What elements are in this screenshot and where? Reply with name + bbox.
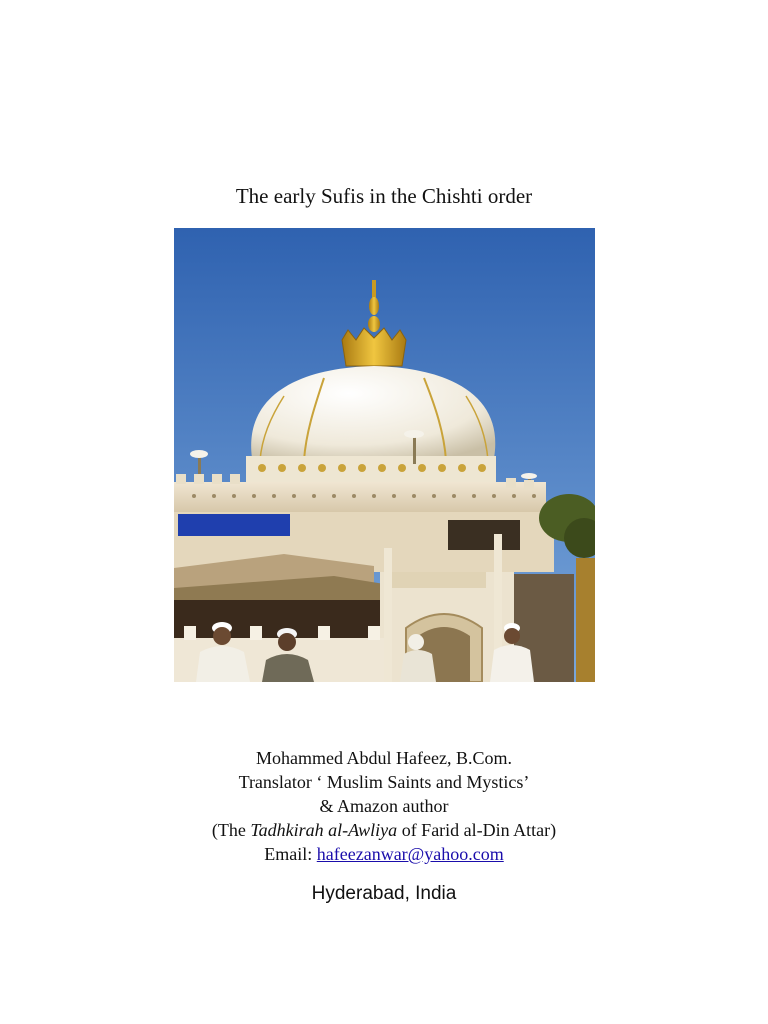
cover-photo-drawing	[174, 228, 595, 682]
translator-line: Translator ‘ Muslim Saints and Mystics’	[238, 772, 530, 792]
email-label: Email:	[264, 844, 317, 864]
location-text: Hyderabad, India	[311, 883, 457, 904]
source-work-rest: of Farid al-Din Attar)	[397, 820, 557, 840]
email-link[interactable]: hafeezanwar@yahoo.com	[316, 844, 504, 864]
email-line	[0, 842, 768, 866]
author-name: Mohammed Abdul Hafeez, B.Com.	[256, 748, 512, 768]
cover-photo-dargah	[174, 228, 595, 682]
amazon-author-line: & Amazon author	[319, 796, 449, 816]
source-work-title: Tadhkirah al-Awliya	[250, 820, 398, 840]
source-work-open: (The	[211, 820, 251, 840]
document-title: The early Sufis in the Chishti order	[235, 184, 533, 208]
author-credits	[0, 746, 768, 866]
source-work-line	[0, 818, 768, 842]
